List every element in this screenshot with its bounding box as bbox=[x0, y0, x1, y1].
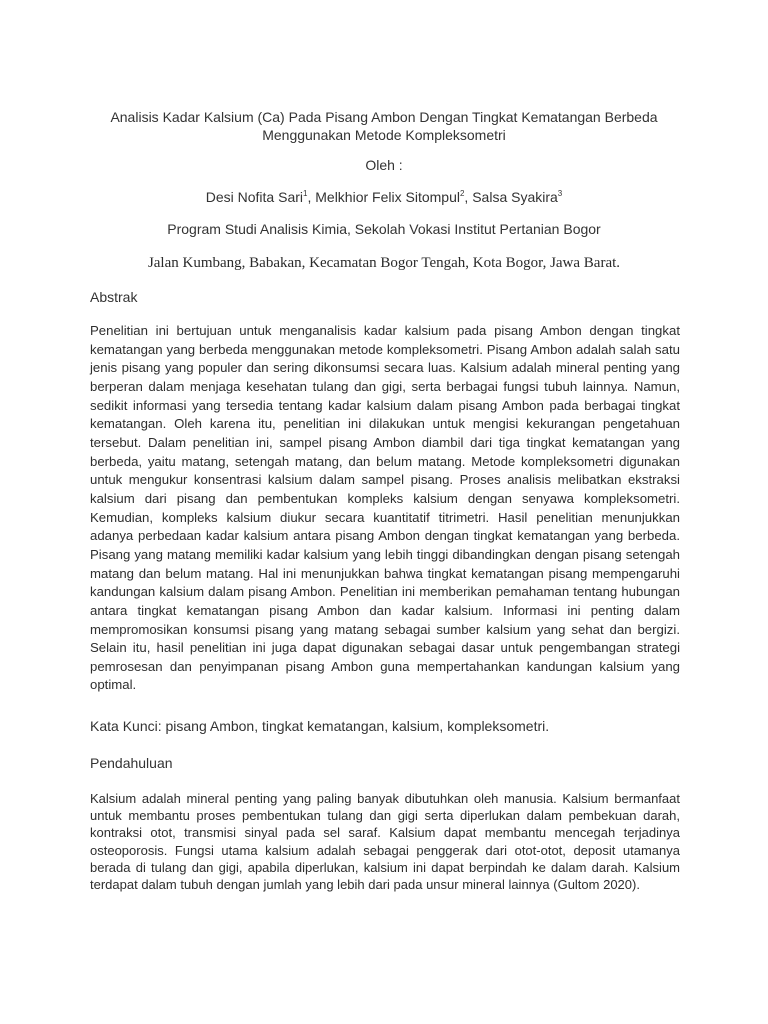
oleh-label: Oleh : bbox=[365, 157, 403, 173]
introduction-heading: Pendahuluan bbox=[90, 755, 173, 771]
author-name: Salsa Syakira bbox=[472, 189, 558, 205]
affiliation-program: Program Studi Analisis Kimia, Sekolah Vokasi Institut Pertanian Bogor bbox=[167, 221, 601, 237]
paper-title bbox=[60, 108, 708, 144]
abstract-heading: Abstrak bbox=[90, 289, 138, 305]
author-affiliation-mark: 1 bbox=[303, 189, 308, 198]
title-line-1: Analisis Kadar Kalsium (Ca) Pada Pisang Ambon Dengan Tingkat Kematangan Berbeda bbox=[110, 109, 658, 125]
introduction-paragraph: Kalsium adalah mineral penting yang paling banyak dibutuhkan oleh manusia. Kalsium bermanfaat untuk membantu proses pembentukan tulang dan gigi serta diperlukan dalam pembekuan darah, kontraksi otot, transmisi sinyal pada sel saraf. Kalsium dapat membantu mencegah terjadinya osteoporosis. Fungsi utama kalsium adalah sebagai penggerak dari otot-otot, deposit utamanya berada di tulang dan gigi, apabila diperlukan, kalsium ini dapat berpindah ke dalam darah. Kalsium terdapat dalam tubuh dengan jumlah yang lebih dari pada unsur mineral lainnya (Gultom 2020). bbox=[90, 791, 680, 893]
keywords-line: Kata Kunci: pisang Ambon, tingkat kematangan, kalsium, kompleksometri. bbox=[90, 718, 550, 734]
author-separator: , bbox=[307, 189, 316, 205]
author-affiliation-mark: 2 bbox=[459, 189, 465, 198]
author-name: Desi Nofita Sari bbox=[205, 189, 304, 205]
author-affiliation-mark: 3 bbox=[557, 189, 563, 198]
author-separator: , bbox=[464, 189, 473, 205]
author-list bbox=[60, 188, 708, 206]
abstract-paragraph: Penelitian ini bertujuan untuk menganalisis kadar kalsium pada pisang Ambon dengan tingkat kematangan yang berbeda menggunakan metode kompleksometri. Pisang Ambon adalah salah satu jenis pisang yang populer dan sering dikonsumsi secara luas. Kalsium adalah mineral penting yang berperan dalam menjaga kesehatan tulang dan gigi, serta berbagai fungsi tubuh lainnya. Namun, sedikit informasi yang tersedia tentang kadar kalsium dalam pisang Ambon pada berbagai tingkat kematangan. Oleh karena itu, penelitian ini dilakukan untuk mengisi kekurangan pengetahuan tersebut. Dalam penelitian ini, sampel pisang Ambon diambil dari tiga tingkat kematangan yang berbeda, yaitu matang, setengah matang, dan belum matang. Metode kompleksometri digunakan untuk mengukur konsentrasi kalsium dalam sampel pisang. Proses analisis melibatkan ekstraksi kalsium dari pisang dan pembentukan kompleks kalsium dengan senyawa kompleksometri. Kemudian, kompleks kalsium diukur secara kuantitatif titrimetri. Hasil penelitian menunjukkan adanya perbedaan kadar kalsium antara pisang Ambon dengan tingkat kematangan yang berbeda. Pisang yang matang memiliki kadar kalsium yang lebih tinggi dibandingkan dengan pisang setengah matang dan belum matang. Hal ini menunjukkan bahwa tingkat kematangan pisang mempengaruhi kandungan kalsium dalam pisang Ambon. Penelitian ini memberikan pemahaman tentang hubungan antara tingkat kematangan pisang Ambon dan kadar kalsium. Informasi ini penting dalam mempromosikan konsumsi pisang yang matang sebagai sumber kalsium yang sehat dan bergizi. Selain itu, hasil penelitian ini juga dapat digunakan sebagai dasar untuk pengembangan strategi pemrosesan dan penyimpanan pisang Ambon guna mempertahankan kandungan kalsium yang optimal. bbox=[90, 323, 680, 693]
title-line-2: Menggunakan Metode Kompleksometri bbox=[262, 127, 506, 143]
author-name: Melkhior Felix Sitompul bbox=[315, 189, 460, 205]
affiliation-address: Jalan Kumbang, Babakan, Kecamatan Bogor Tengah, Kota Bogor, Jawa Barat. bbox=[147, 255, 621, 271]
